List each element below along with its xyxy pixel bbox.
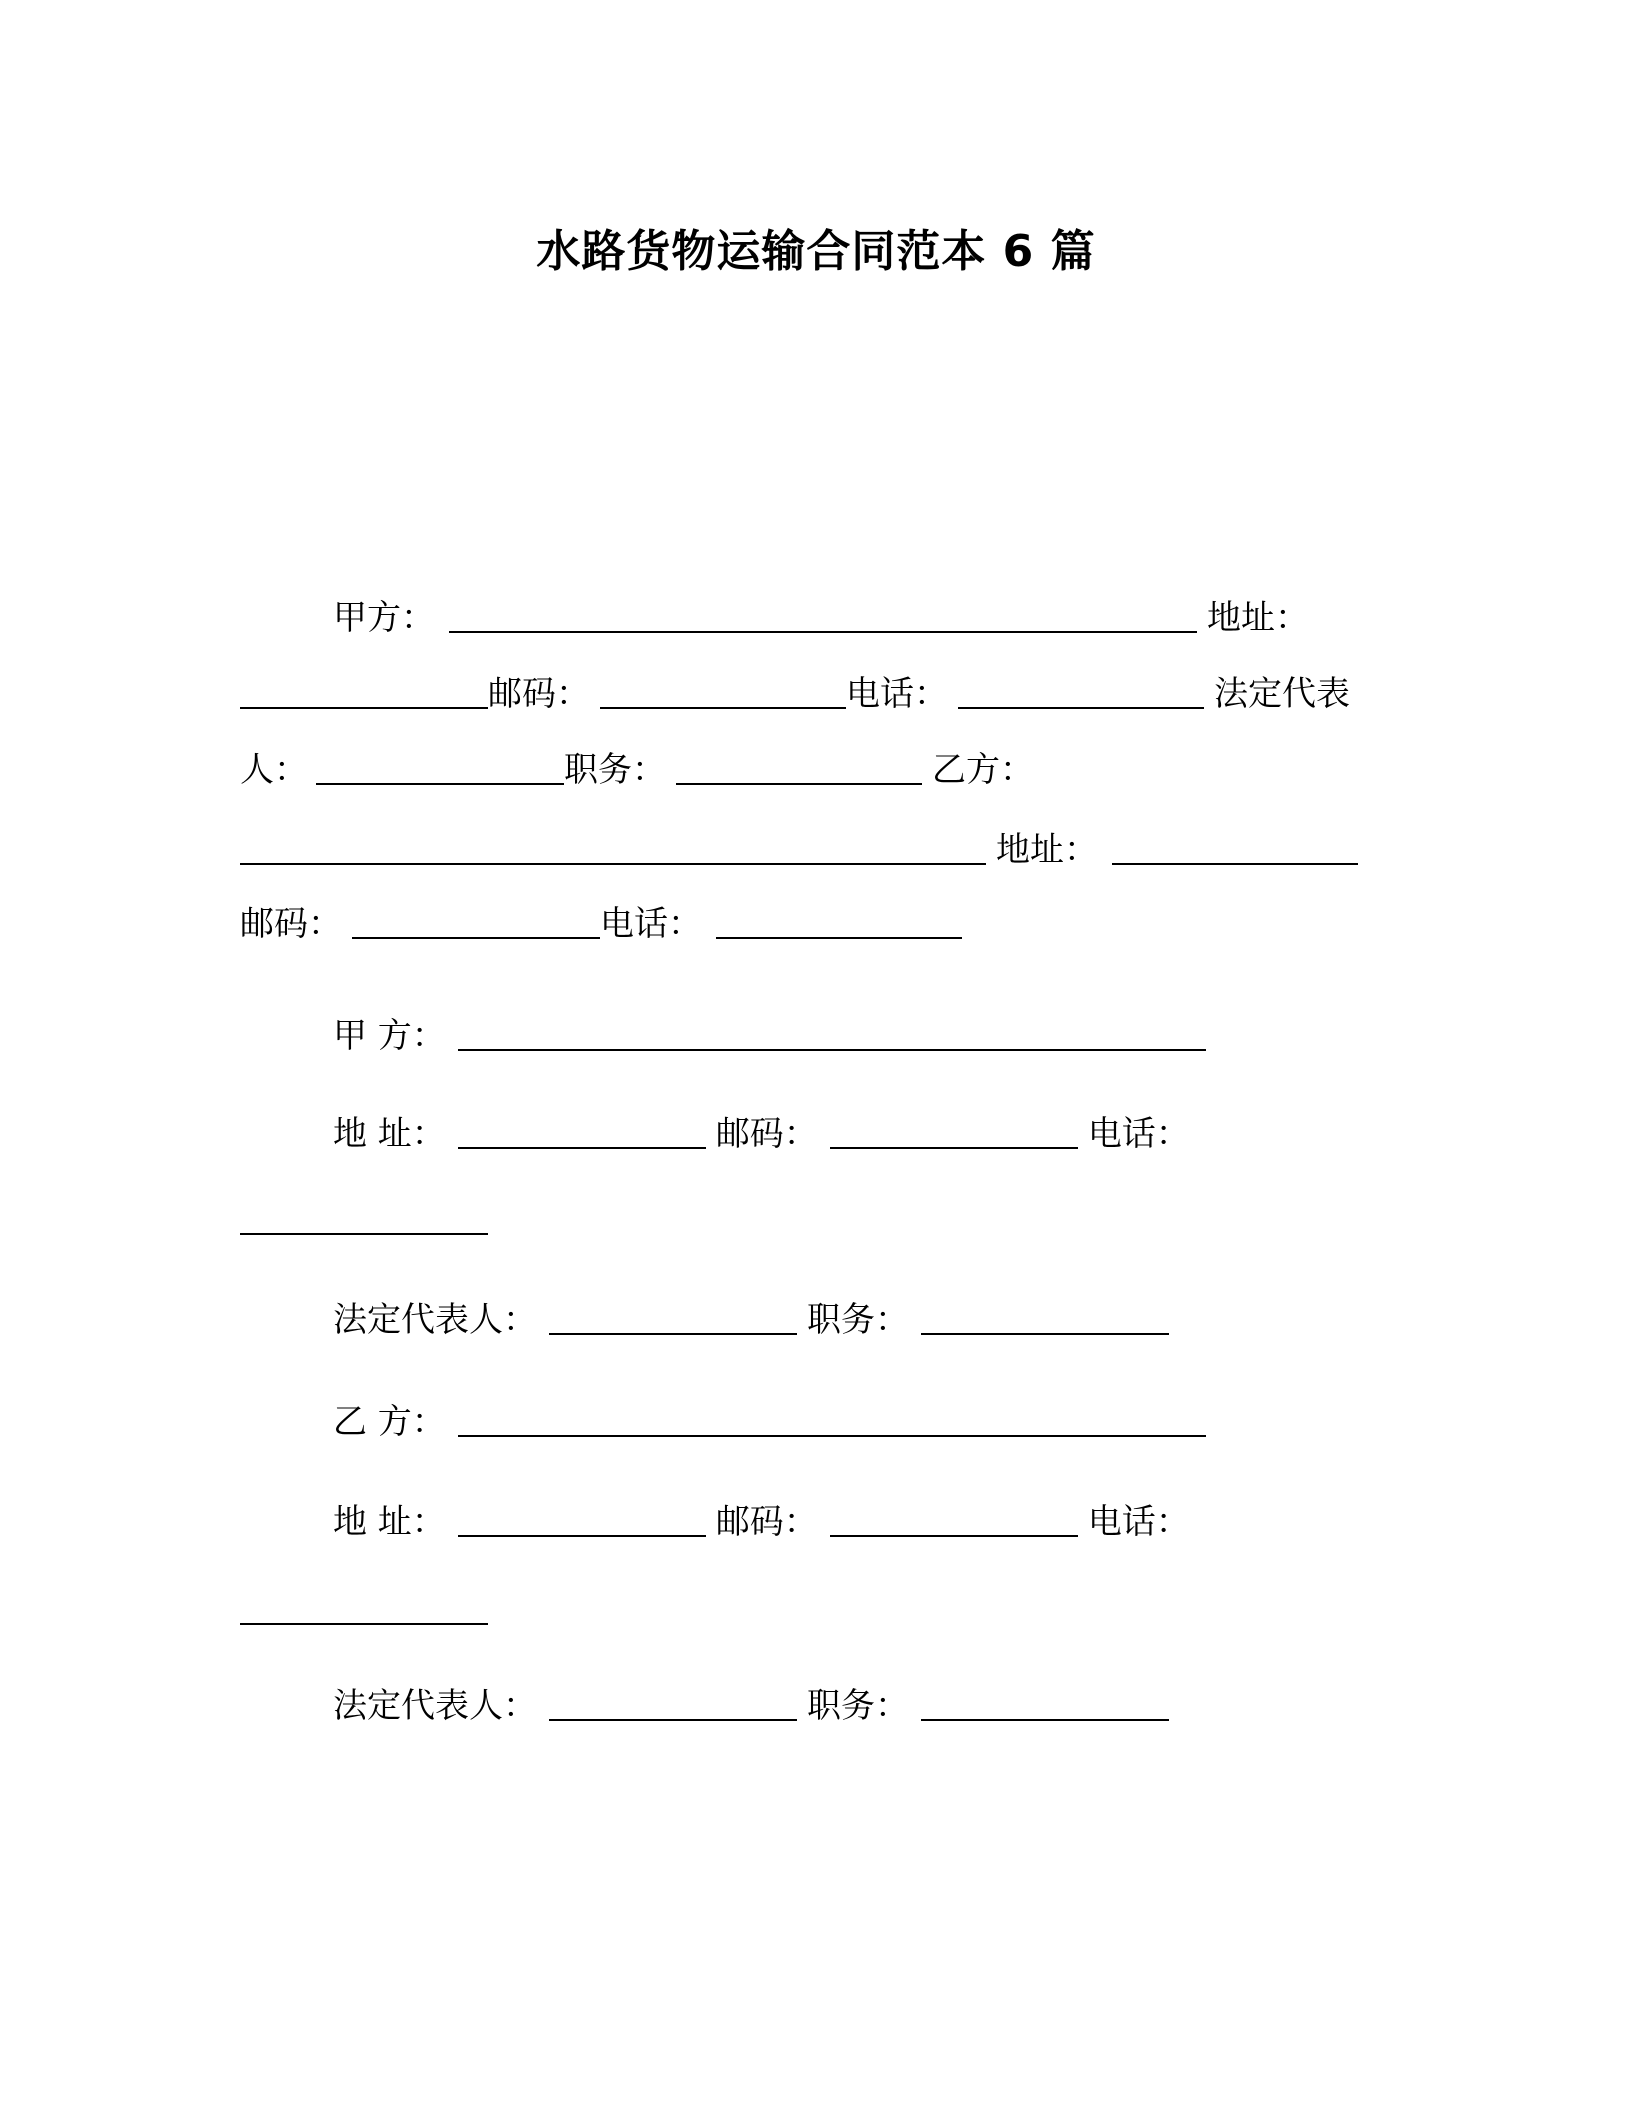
label-duty2: 职务： <box>807 1686 909 1726</box>
para1-line2 <box>240 672 1350 716</box>
blank-dianhua[interactable] <box>958 677 1204 709</box>
blank-youma[interactable] <box>600 677 846 709</box>
label-youma2: 邮码： <box>240 904 342 944</box>
blank-addr[interactable] <box>458 1117 706 1149</box>
form-address-line-2 <box>333 1500 1190 1544</box>
form-jiafang-line <box>333 1014 1206 1058</box>
label-tel2: 电话： <box>1087 1502 1190 1542</box>
form-rep-line <box>333 1298 1169 1342</box>
label-dianhua: 电话： <box>846 674 948 714</box>
blank-dizhi[interactable] <box>240 677 488 709</box>
para1-line1 <box>333 596 1309 640</box>
form-tel-line-2 <box>240 1588 488 1632</box>
blank-dianhua2[interactable] <box>716 907 962 939</box>
blank-rep[interactable] <box>549 1303 797 1335</box>
label-dianhua2: 电话： <box>600 904 702 944</box>
label-addr: 地 址： <box>333 1114 446 1154</box>
label-fading-1: 法定代表 <box>1214 674 1350 714</box>
blank-tel[interactable] <box>240 1203 488 1235</box>
label-duty: 职务： <box>807 1300 909 1340</box>
form-rep-line-2 <box>333 1684 1169 1728</box>
label-post2: 邮码： <box>715 1502 818 1542</box>
label-tel: 电话： <box>1087 1114 1190 1154</box>
blank-jiafang[interactable] <box>449 601 1197 633</box>
blank-zhiwu[interactable] <box>676 753 922 785</box>
para1-line4 <box>240 828 1358 872</box>
label-jia: 甲 方： <box>333 1016 446 1056</box>
blank-yifang[interactable] <box>240 833 986 865</box>
label-fading-2: 人： <box>240 750 308 790</box>
form-address-line <box>333 1112 1190 1156</box>
label-addr2: 地 址： <box>333 1502 446 1542</box>
label-dizhi2: 地址： <box>996 830 1098 870</box>
blank-post[interactable] <box>830 1117 1078 1149</box>
label-jiafang: 甲方： <box>333 598 435 638</box>
form-tel-line <box>240 1198 488 1242</box>
blank-jia[interactable] <box>458 1019 1206 1051</box>
label-yifang: 乙方： <box>932 750 1034 790</box>
blank-yi[interactable] <box>458 1405 1206 1437</box>
label-yi: 乙 方： <box>333 1402 446 1442</box>
label-rep2: 法定代表人： <box>333 1686 537 1726</box>
blank-duty[interactable] <box>921 1303 1169 1335</box>
label-dizhi: 地址： <box>1207 598 1309 638</box>
label-youma: 邮码： <box>488 674 590 714</box>
blank-rep2[interactable] <box>549 1689 797 1721</box>
document-title: 水路货物运输合同范本 6 篇 <box>536 226 1096 277</box>
blank-duty2[interactable] <box>921 1689 1169 1721</box>
label-zhiwu: 职务： <box>564 750 666 790</box>
blank-dizhi2[interactable] <box>1112 833 1358 865</box>
form-yifang-line <box>333 1400 1206 1444</box>
blank-fading[interactable] <box>316 753 564 785</box>
label-post: 邮码： <box>715 1114 818 1154</box>
label-rep: 法定代表人： <box>333 1300 537 1340</box>
blank-tel2[interactable] <box>240 1593 488 1625</box>
blank-addr2[interactable] <box>458 1505 706 1537</box>
blank-youma2[interactable] <box>352 907 600 939</box>
para1-line3 <box>240 748 1034 792</box>
para1-line5 <box>240 902 962 946</box>
blank-post2[interactable] <box>830 1505 1078 1537</box>
